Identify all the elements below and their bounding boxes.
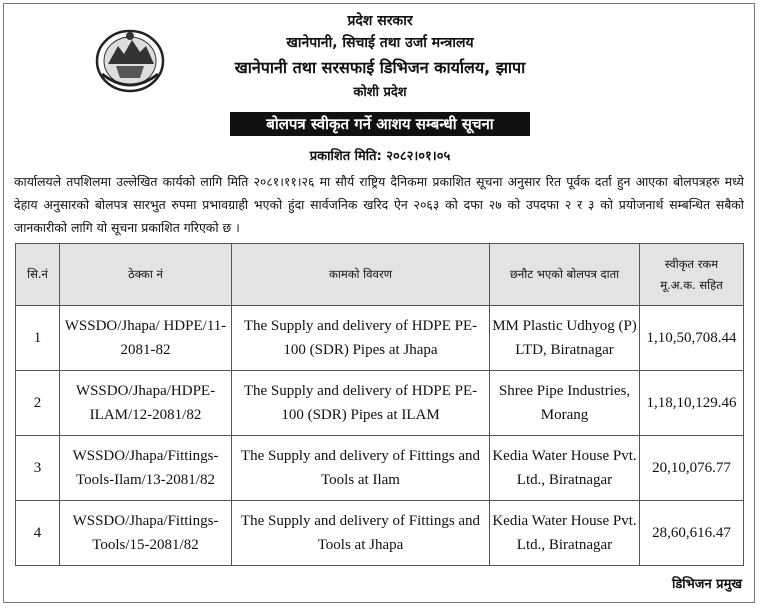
cell-contract: WSSDO/Jhapa/ HDPE/11-2081-82 xyxy=(60,306,232,371)
table-header-row xyxy=(16,244,744,306)
cell-sn: 1 xyxy=(16,306,60,371)
header-office: खानेपानी तथा सरसफाई डिभिजन कार्यालय, झापा xyxy=(234,58,526,77)
intro-paragraph: कार्यालयले तपशिलमा उल्लेखित कार्यको लागि मिति २०८१।११।२६ मा सौर्य राष्ट्रिय दैनिकमा प्रकाशित सूचना अनुसार रित पूर्वक दर्ता हुन आएका बोलपत्रहरु मध्ये देहाय अनुसारको बोलपत्र सारभुत रुपमा प्रभावग्राही भएको हुंदा सार्वजनिक खरिद ऐन २०६३ को दफा २७ को उपदफा २ र ३ को प्रयोजनार्थ सम्बन्धित सबैको जानकारीको लागि यो सूचना प्रकाशित गरिएको छ । xyxy=(14,174,744,235)
cell-amount: 20,10,076.77 xyxy=(640,436,744,501)
header-province: कोशी प्रदेश xyxy=(353,85,407,100)
cell-bidder: Shree Pipe Industries, Morang xyxy=(490,371,640,436)
header-province-government: प्रदेश सरकार xyxy=(347,13,413,29)
footer-signature: डिभिजन प्रमुख xyxy=(671,577,742,592)
cell-sn: 3 xyxy=(16,436,60,501)
notice-title: बोलपत्र स्वीकृत गर्ने आशय सम्बन्धी सूचना xyxy=(230,112,530,136)
header-ministry: खानेपानी, सिचाई तथा उर्जा मन्त्रालय xyxy=(286,35,474,51)
cell-bidder: Kedia Water House Pvt. Ltd., Biratnagar xyxy=(490,501,640,566)
cell-work: The Supply and delivery of HDPE PE-100 (SDR) Pipes at ILAM xyxy=(232,371,490,436)
award-table xyxy=(15,243,744,566)
published-date: प्रकाशित मिति: २०८२।०१।०५ xyxy=(309,149,451,164)
header-contract: ठेक्का नं xyxy=(60,244,232,306)
header-bidder: छनौट भएको बोलपत्र दाता xyxy=(490,244,640,306)
cell-work: The Supply and delivery of Fittings and Tools at Jhapa xyxy=(232,501,490,566)
nepal-government-emblem-icon xyxy=(94,24,166,94)
table-row xyxy=(16,306,744,371)
table-row xyxy=(16,371,744,436)
table-row xyxy=(16,501,744,566)
header-sn: सि.नं xyxy=(16,244,60,306)
cell-amount: 1,10,50,708.44 xyxy=(640,306,744,371)
cell-work: The Supply and delivery of HDPE PE-100 (SDR) Pipes at Jhapa xyxy=(232,306,490,371)
cell-sn: 4 xyxy=(16,501,60,566)
table-row xyxy=(16,436,744,501)
cell-contract: WSSDO/Jhapa/HDPE-ILAM/12-2081/82 xyxy=(60,371,232,436)
cell-sn: 2 xyxy=(16,371,60,436)
cell-amount: 1,18,10,129.46 xyxy=(640,371,744,436)
cell-contract: WSSDO/Jhapa/Fittings-Tools-Ilam/13-2081/82 xyxy=(60,436,232,501)
cell-bidder: MM Plastic Udhyog (P) LTD, Biratnagar xyxy=(490,306,640,371)
cell-contract: WSSDO/Jhapa/Fittings-Tools/15-2081/82 xyxy=(60,501,232,566)
header-amount-line1: स्वीकृत रकम xyxy=(664,256,719,271)
header-work: कामको विवरण xyxy=(232,244,490,306)
cell-bidder: Kedia Water House Pvt. Ltd., Biratnagar xyxy=(490,436,640,501)
cell-amount: 28,60,616.47 xyxy=(640,501,744,566)
header-amount xyxy=(640,244,744,306)
header-amount-line2: मू.अ.क. सहित xyxy=(660,277,723,292)
cell-work: The Supply and delivery of Fittings and Tools at Ilam xyxy=(232,436,490,501)
